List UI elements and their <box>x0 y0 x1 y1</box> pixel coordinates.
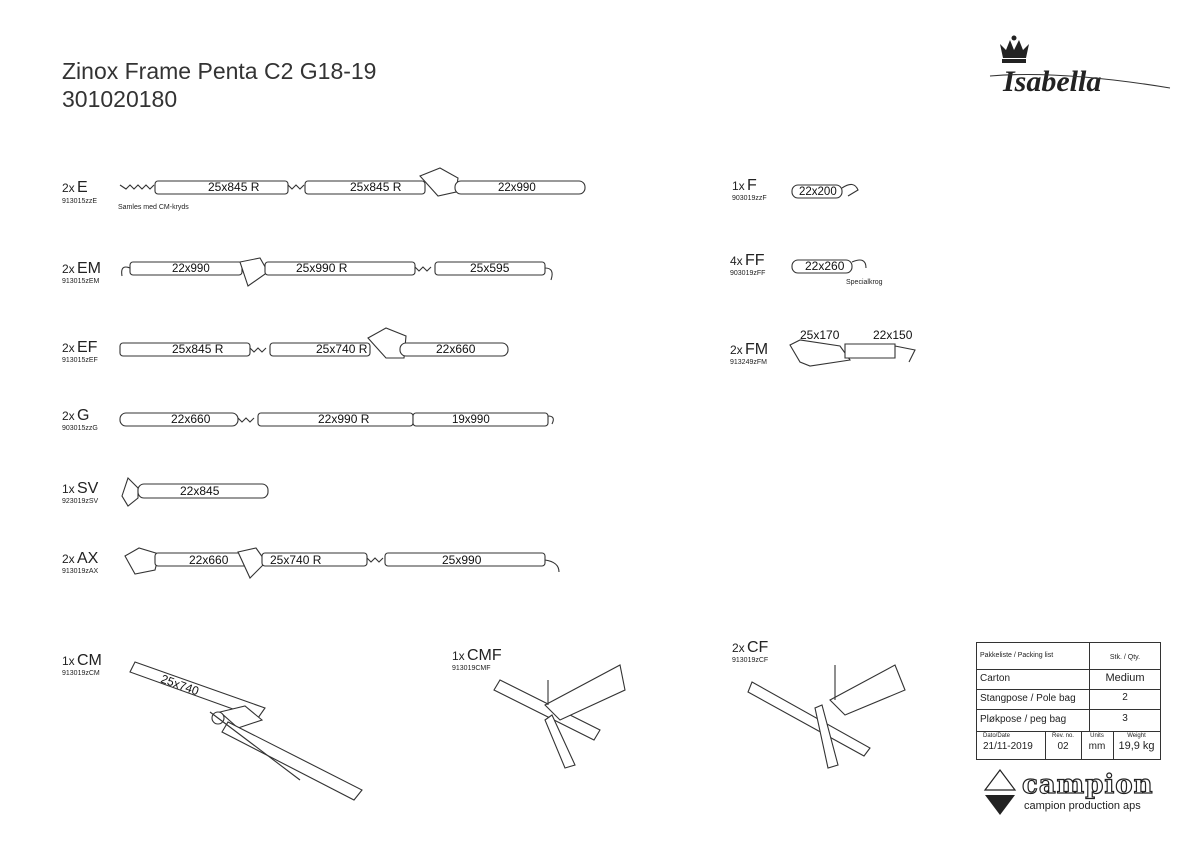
svg-text:2x: 2x <box>62 552 75 566</box>
svg-text:22x660: 22x660 <box>171 412 211 426</box>
svg-text:2x: 2x <box>732 641 745 655</box>
svg-text:2x: 2x <box>62 409 75 423</box>
packing-weight: 19,9 kg <box>1118 740 1155 752</box>
packing-rev: 02 <box>1057 741 1069 752</box>
svg-text:22x150: 22x150 <box>873 328 913 342</box>
svg-text:AX: AX <box>77 550 99 567</box>
svg-text:25x740 R: 25x740 R <box>316 342 368 356</box>
packing-row-value: 2 <box>1122 692 1128 703</box>
packing-list-header: Pakkeliste / Packing list <box>980 652 1054 659</box>
svg-text:923019zSV: 923019zSV <box>62 498 99 505</box>
document-number: 301020180 <box>62 86 178 112</box>
part-FM <box>730 328 915 366</box>
part-F <box>732 177 858 202</box>
packing-row-value: Medium <box>1105 672 1145 684</box>
svg-text:913019zAX: 913019zAX <box>62 568 99 575</box>
svg-text:19x990: 19x990 <box>452 414 490 426</box>
isabella-wordmark: Isabella <box>1003 65 1102 98</box>
svg-text:1x: 1x <box>62 482 75 496</box>
svg-text:EF: EF <box>77 339 98 356</box>
part-EF <box>62 328 508 364</box>
svg-text:2x: 2x <box>62 262 75 276</box>
packing-row-label: Carton <box>980 673 1011 684</box>
packing-footer: Dato/Date 21/11-2019 Rev. no. 02 Units mm Weight 19,9 kg <box>977 731 1160 759</box>
svg-text:25x990 R: 25x990 R <box>296 261 348 275</box>
svg-text:4x: 4x <box>730 254 743 268</box>
part-SV <box>62 478 268 506</box>
svg-text:CMF: CMF <box>467 647 502 664</box>
svg-text:913015zEM: 913015zEM <box>62 278 100 285</box>
part-CM <box>62 652 362 800</box>
isabella-logo <box>990 36 1170 99</box>
part-CF <box>732 639 905 768</box>
svg-text:913015zzE: 913015zzE <box>62 198 98 205</box>
svg-text:FF: FF <box>745 252 765 269</box>
packing-row-label: Pløkpose / peg bag <box>980 714 1067 725</box>
svg-text:22x260: 22x260 <box>805 259 845 273</box>
packing-date: 21/11-2019 <box>983 741 1033 752</box>
part-CMF <box>452 647 625 768</box>
svg-text:F: F <box>747 177 757 194</box>
part-G <box>62 407 553 432</box>
svg-text:22x990: 22x990 <box>172 263 210 275</box>
svg-text:2x: 2x <box>62 341 75 355</box>
svg-text:25x595: 25x595 <box>470 261 510 275</box>
svg-text:1x: 1x <box>62 654 75 668</box>
svg-text:22x200: 22x200 <box>799 186 837 198</box>
campion-wordmark: campion <box>1022 770 1154 800</box>
svg-text:903019zzF: 903019zzF <box>732 195 767 202</box>
svg-text:22x660: 22x660 <box>189 553 229 567</box>
svg-text:903015zzG: 903015zzG <box>62 425 98 432</box>
svg-text:913019zCM: 913019zCM <box>62 670 100 677</box>
packing-list-table <box>976 642 1161 760</box>
packing-units: mm <box>1088 741 1106 752</box>
svg-text:CM: CM <box>77 652 102 669</box>
campion-tagline: campion production aps <box>1024 800 1141 812</box>
svg-text:1x: 1x <box>452 649 465 663</box>
svg-text:2x: 2x <box>730 343 743 357</box>
svg-text:1x: 1x <box>732 179 745 193</box>
campion-logo-mark <box>985 770 1015 815</box>
svg-text:Specialkrog: Specialkrog <box>846 279 883 286</box>
svg-text:25x170: 25x170 <box>800 328 840 342</box>
svg-text:FM: FM <box>745 341 769 358</box>
svg-text:EM: EM <box>77 260 101 277</box>
svg-text:25x740 R: 25x740 R <box>270 553 322 567</box>
part-EM <box>62 258 552 286</box>
svg-text:CF: CF <box>747 639 769 656</box>
svg-text:25x845 R: 25x845 R <box>172 342 224 356</box>
svg-text:2x: 2x <box>62 181 75 195</box>
svg-text:22x845: 22x845 <box>180 484 220 498</box>
svg-text:22x660: 22x660 <box>436 342 476 356</box>
svg-text:25x990: 25x990 <box>442 553 482 567</box>
svg-text:913015zEF: 913015zEF <box>62 357 98 364</box>
svg-text:25x845 R: 25x845 R <box>350 180 402 194</box>
qty-header: Stk. / Qty. <box>1109 654 1141 661</box>
packing-row-value: 3 <box>1122 713 1128 724</box>
svg-text:913019zCF: 913019zCF <box>732 657 769 664</box>
packing-row-label: Stangpose / Pole bag <box>980 693 1076 704</box>
svg-text:22x990: 22x990 <box>498 182 536 194</box>
svg-text:25x845 R: 25x845 R <box>208 180 260 194</box>
part-E <box>62 168 585 211</box>
svg-text:913249zFM: 913249zFM <box>730 359 767 366</box>
svg-text:913019CMF: 913019CMF <box>452 665 491 672</box>
part-AX <box>62 548 559 578</box>
svg-text:22x990 R: 22x990 R <box>318 412 370 426</box>
svg-text:Samles med CM-kryds: Samles med CM-kryds <box>118 204 189 211</box>
svg-text:903019zFF: 903019zFF <box>730 270 766 277</box>
svg-text:SV: SV <box>77 480 99 497</box>
part-FF <box>730 252 883 286</box>
svg-text:E: E <box>77 179 88 196</box>
document-title: Zinox Frame Penta C2 G18-19 <box>62 58 377 84</box>
svg-text:25x740: 25x740 <box>158 671 201 699</box>
svg-text:G: G <box>77 407 90 424</box>
